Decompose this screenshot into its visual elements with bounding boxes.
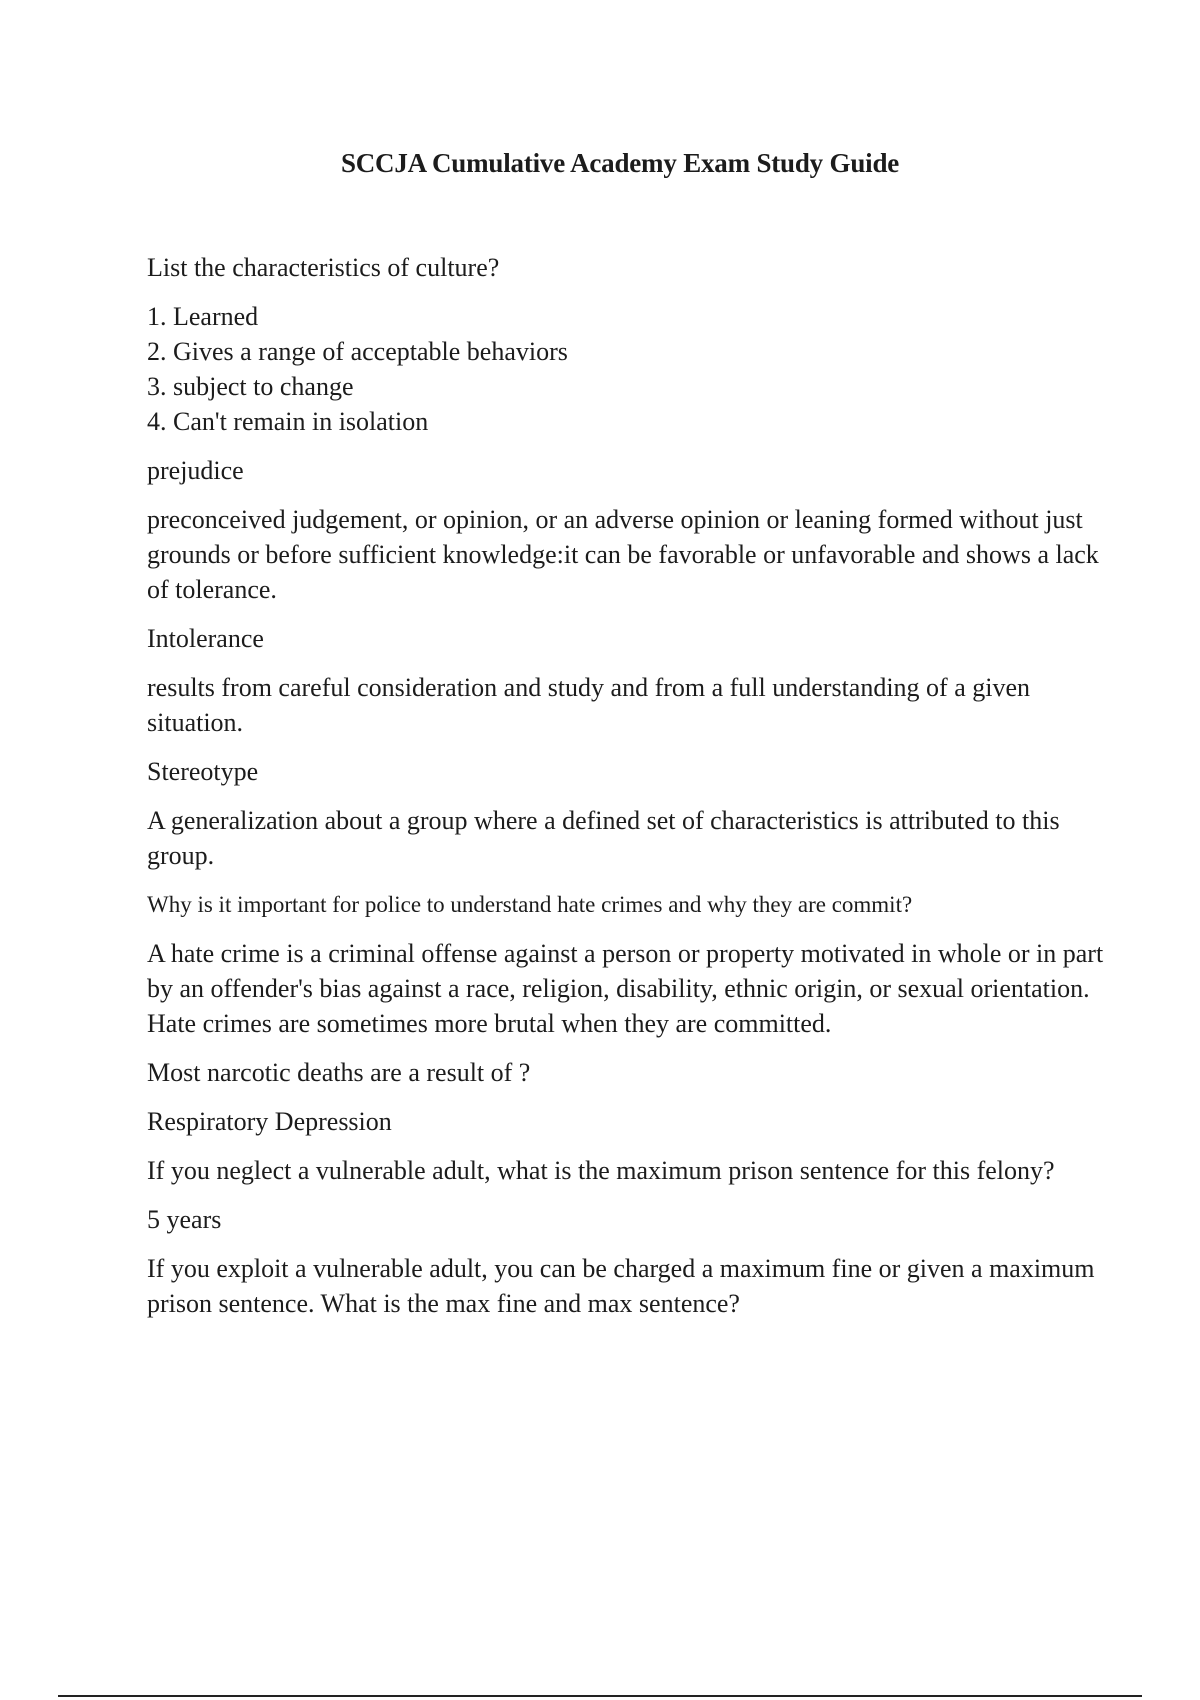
list-item: 3. subject to change <box>147 372 354 401</box>
study-guide-body <box>147 250 1107 1335</box>
prejudice-definition: preconceived judgement, or opinion, or an adverse opinion or leaning formed without just grounds or before sufficient knowledge:it can be favorable or unfavorable and shows a lack of tolerance. <box>147 505 1099 604</box>
list-item: 4. Can't remain in isolation <box>147 407 429 436</box>
intolerance-definition: results from careful consideration and study and from a full understanding of a given situation. <box>147 673 1031 737</box>
stereotype-term: Stereotype <box>147 757 259 786</box>
exploit-question: If you exploit a vulnerable adult, you can be charged a maximum fine or given a maximum prison sentence. What is the max fine and max sentence? <box>147 1254 1095 1318</box>
narcotics-answer: Respiratory Depression <box>147 1107 392 1136</box>
narcotics-question: Most narcotic deaths are a result of ? <box>147 1058 531 1087</box>
hate-crimes-question: Why is it important for police to understand hate crimes and why they are commit? <box>147 892 913 917</box>
bottom-divider <box>58 1695 1142 1697</box>
hate-crimes-answer: A hate crime is a criminal offense against a person or property motivated in whole or in part by an offender's bias against a race, religion, disability, ethnic origin, or sexual orientation. Hate crimes are sometimes more brutal when they are committed. <box>147 939 1104 1038</box>
neglect-question: If you neglect a vulnerable adult, what is the maximum prison sentence for this felony? <box>147 1156 1055 1185</box>
stereotype-definition: A generalization about a group where a defined set of characteristics is attributed to this group. <box>147 806 1060 870</box>
culture-characteristics-list <box>147 299 1107 439</box>
intolerance-term: Intolerance <box>147 624 264 653</box>
prejudice-term: prejudice <box>147 456 244 485</box>
list-item: 1. Learned <box>147 302 259 331</box>
neglect-answer: 5 years <box>147 1205 222 1234</box>
list-item: 2. Gives a range of acceptable behaviors <box>147 337 568 366</box>
culture-question: List the characteristics of culture? <box>147 253 500 282</box>
page-title: SCCJA Cumulative Academy Exam Study Guide <box>340 148 900 178</box>
